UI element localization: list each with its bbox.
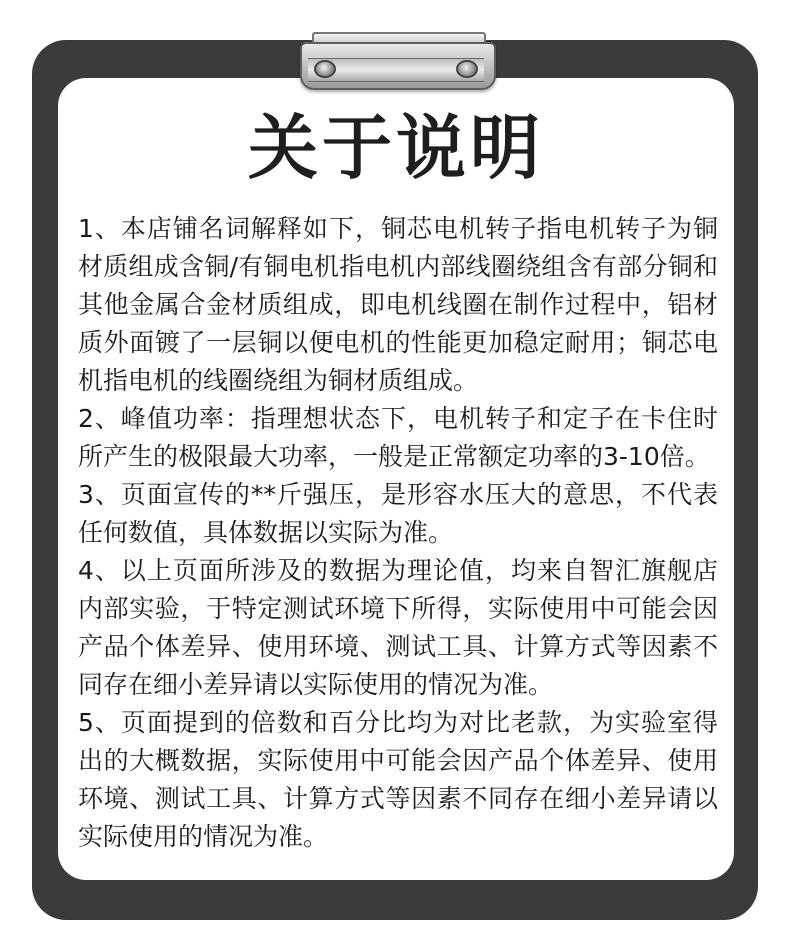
page-title: 关于说明	[248, 107, 544, 189]
notes-list	[78, 210, 718, 856]
rivet-icon	[314, 60, 336, 78]
note-paragraph: 5、页面提到的倍数和百分比均为对比老款，为实验室得出的大概数据，实际使用中可能会因产品个体差异、使用环境、测试工具、计算方式等因素不同存在细小差异请以实际使用的情况为准。	[78, 708, 718, 851]
clip-icon	[300, 32, 496, 96]
note-paragraph: 1、本店铺名词解释如下，铜芯电机转子指电机转子为铜材质组成含铜/有铜电机指电机内部线圈绕组含有部分铜和其他金属合金材质组成，即电机线圈在制作过程中，铝材质外面镀了一层铜以便电机的性能更加稳定耐用；铜芯电机指电机的线圈绕组为铜材质组成。	[78, 214, 718, 395]
note-paragraph: 4、以上页面所涉及的数据为理论值，均来自智汇旗舰店内部实验，于特定测试环境下所得，实际使用中可能会因产品个体差异、使用环境、测试工具、计算方式等因素不同存在细小差异请以实际使用的情况为准。	[78, 556, 718, 699]
note-paragraph: 2、峰值功率：指理想状态下，电机转子和定子在卡住时所产生的极限最大功率，一般是正常额定功率的3-10倍。	[78, 404, 718, 471]
rivet-icon	[456, 60, 478, 78]
note-paragraph: 3、页面宣传的**斤强压，是形容水压大的意思，不代表任何数值，具体数据以实际为准。	[78, 480, 718, 547]
